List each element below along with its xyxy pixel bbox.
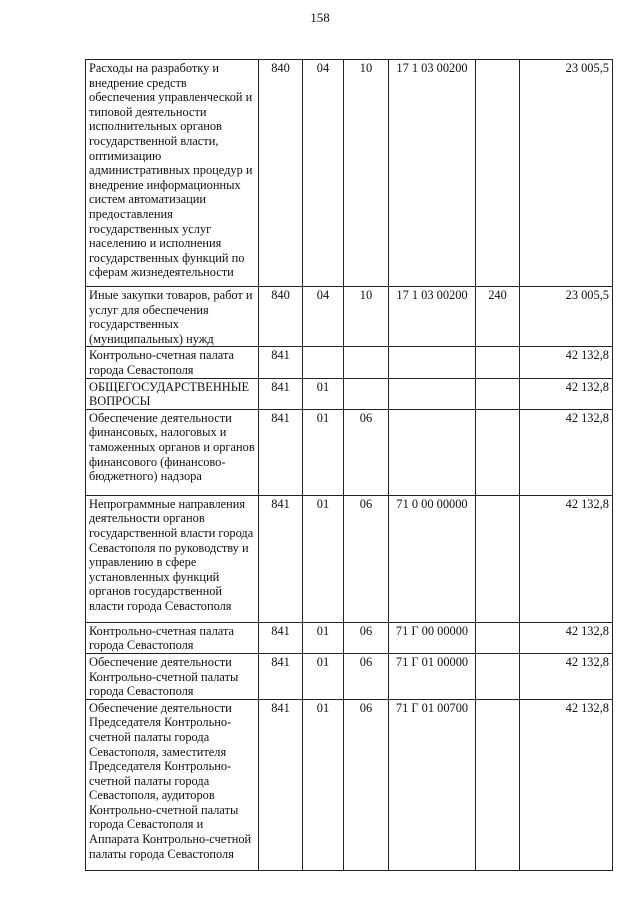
row-sum-cell: 42 132,8 — [520, 653, 613, 699]
page-number: 158 — [310, 10, 330, 25]
row-pr-cell — [344, 347, 389, 378]
budget-table — [85, 59, 613, 871]
row-pr-cell — [344, 378, 389, 409]
row-sum-cell: 23 005,5 — [520, 287, 613, 347]
row-sum-cell: 23 005,5 — [520, 60, 613, 287]
table-row — [86, 347, 613, 378]
row-vr-cell — [476, 60, 520, 287]
row-rz-cell: 01 — [303, 622, 344, 653]
row-ved-cell: 841 — [259, 653, 303, 699]
row-ved-cell: 841 — [259, 378, 303, 409]
row-name-cell: Обеспечение деятельности Председателя Контрольно-счетной палаты города Севастополя, заместителя Председателя Контрольно-счетной палаты города Севастополя, аудиторов Контрольно-счетной палаты города Севастополя и Аппарата Контрольно-счетной палаты города Севастополя — [86, 699, 259, 870]
row-sum-cell: 42 132,8 — [520, 622, 613, 653]
row-ved-cell: 841 — [259, 409, 303, 495]
row-pr-cell: 06 — [344, 699, 389, 870]
row-rz-cell: 01 — [303, 699, 344, 870]
row-vr-cell — [476, 699, 520, 870]
table-body — [86, 60, 613, 871]
row-csr-cell: 71 Г 00 00000 — [389, 622, 476, 653]
row-csr-cell — [389, 347, 476, 378]
table-row — [86, 622, 613, 653]
row-rz-cell: 01 — [303, 495, 344, 622]
row-csr-cell: 71 0 00 00000 — [389, 495, 476, 622]
row-ved-cell: 841 — [259, 622, 303, 653]
row-rz-cell: 01 — [303, 409, 344, 495]
row-name-cell: Обеспечение деятельности Контрольно-счетной палаты города Севастополя — [86, 653, 259, 699]
row-csr-cell — [389, 409, 476, 495]
row-name-cell: Расходы на разработку и внедрение средств обеспечения управленческой и типовой деятельности исполнительных органов государственной власти, оптимизацию административных процедур и внедрение информационных систем автоматизации предоставления государственных услуг населению и исполнения государственных функций по сферам жизнедеятельности — [86, 60, 259, 287]
row-csr-cell: 71 Г 01 00700 — [389, 699, 476, 870]
row-name-cell: Контрольно-счетная палата города Севастополя — [86, 622, 259, 653]
table-row — [86, 60, 613, 287]
table-row — [86, 378, 613, 409]
row-sum-cell: 42 132,8 — [520, 347, 613, 378]
row-ved-cell: 841 — [259, 347, 303, 378]
row-name-cell: Обеспечение деятельности финансовых, налоговых и таможенных органов и органов финансового (финансово-бюджетного) надзора — [86, 409, 259, 495]
row-ved-cell: 841 — [259, 699, 303, 870]
row-vr-cell — [476, 653, 520, 699]
row-csr-cell: 17 1 03 00200 — [389, 60, 476, 287]
row-ved-cell: 840 — [259, 60, 303, 287]
row-name-cell: Контрольно-счетная палата города Севастополя — [86, 347, 259, 378]
row-pr-cell: 10 — [344, 60, 389, 287]
row-rz-cell: 04 — [303, 60, 344, 287]
table-row — [86, 653, 613, 699]
row-vr-cell — [476, 378, 520, 409]
row-sum-cell: 42 132,8 — [520, 699, 613, 870]
row-rz-cell — [303, 347, 344, 378]
row-pr-cell: 06 — [344, 409, 389, 495]
row-sum-cell: 42 132,8 — [520, 409, 613, 495]
row-vr-cell: 240 — [476, 287, 520, 347]
row-pr-cell: 06 — [344, 495, 389, 622]
row-sum-cell: 42 132,8 — [520, 378, 613, 409]
row-rz-cell: 01 — [303, 378, 344, 409]
row-vr-cell — [476, 347, 520, 378]
row-pr-cell: 10 — [344, 287, 389, 347]
row-pr-cell: 06 — [344, 622, 389, 653]
row-csr-cell: 17 1 03 00200 — [389, 287, 476, 347]
row-name-cell: Непрограммные направления деятельности органов государственной власти города Севастополя по руководству и управлению в сфере установленных функций органов государственной власти города Севастополя — [86, 495, 259, 622]
table-row — [86, 495, 613, 622]
table-row — [86, 699, 613, 870]
row-pr-cell: 06 — [344, 653, 389, 699]
row-name-cell: Иные закупки товаров, работ и услуг для обеспечения государственных (муниципальных) нужд — [86, 287, 259, 347]
row-name-cell: ОБЩЕГОСУДАРСТВЕННЫЕ ВОПРОСЫ — [86, 378, 259, 409]
row-vr-cell — [476, 409, 520, 495]
row-ved-cell: 841 — [259, 495, 303, 622]
table-row — [86, 287, 613, 347]
row-sum-cell: 42 132,8 — [520, 495, 613, 622]
row-rz-cell: 04 — [303, 287, 344, 347]
table-row — [86, 409, 613, 495]
row-rz-cell: 01 — [303, 653, 344, 699]
row-ved-cell: 840 — [259, 287, 303, 347]
row-vr-cell — [476, 622, 520, 653]
row-csr-cell — [389, 378, 476, 409]
row-vr-cell — [476, 495, 520, 622]
row-csr-cell: 71 Г 01 00000 — [389, 653, 476, 699]
